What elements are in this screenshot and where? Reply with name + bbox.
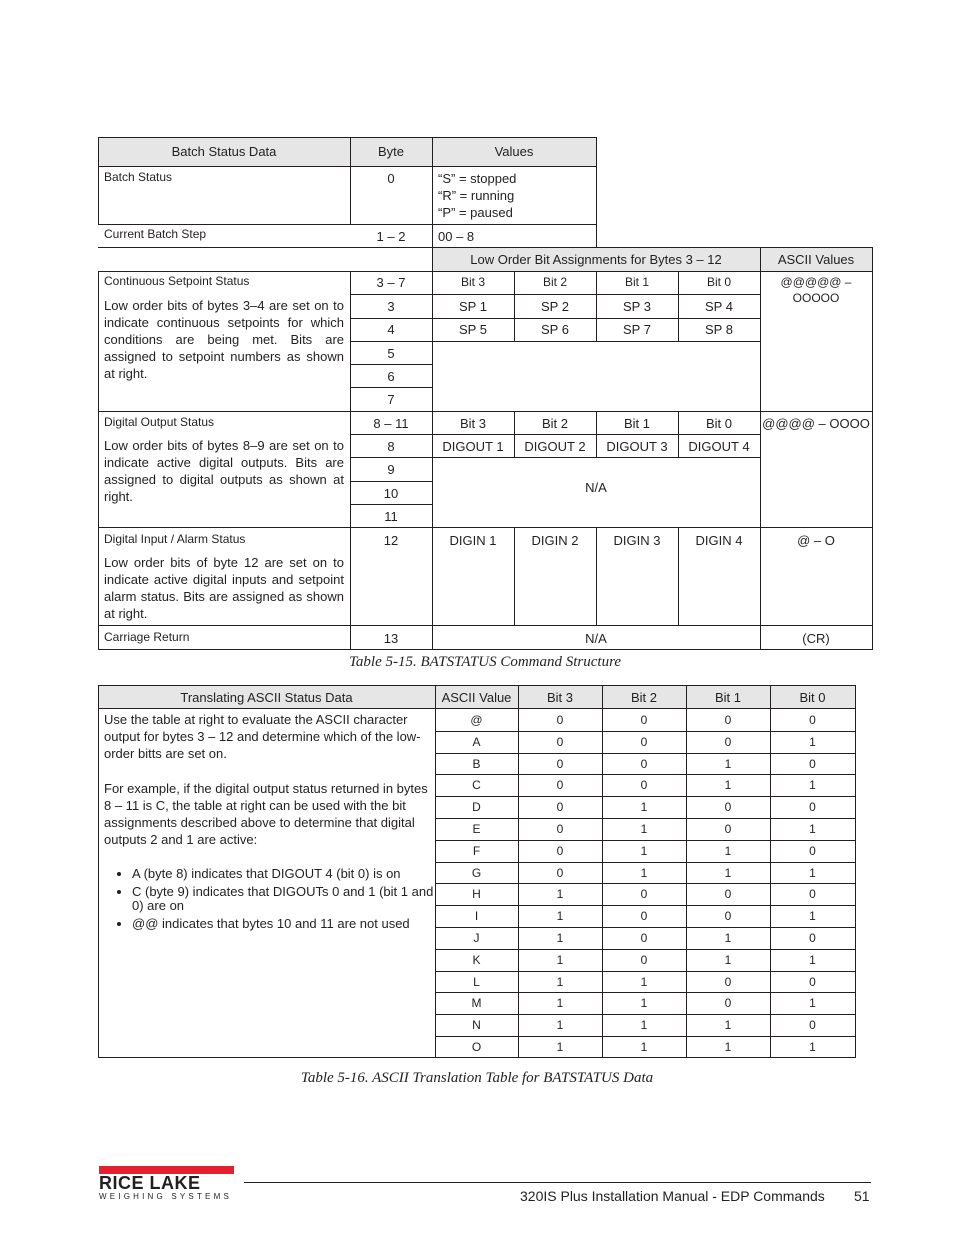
rule [435, 1036, 855, 1037]
setpoint-cell: SP 3 [623, 299, 651, 314]
bit-value-cell: 0 [556, 778, 564, 792]
ascii-char-cell: M [471, 996, 482, 1010]
setpoint-cell: SP 6 [541, 322, 569, 337]
row-label-carriage-return: Carriage Return [104, 630, 190, 644]
bit-value-cell: 0 [809, 757, 816, 771]
bit-label: Bit 1 [623, 416, 650, 431]
value-line: “P” = paused [438, 205, 513, 220]
rule [350, 364, 432, 365]
byte-value: 3 [387, 299, 395, 314]
bit-value-cell: 1 [556, 996, 564, 1010]
list-item: • C (byte 9) indicates that DIGOUTs 0 and 1 (bit 1 and 0) are on [132, 885, 444, 913]
row-label-current-batch-step: Current Batch Step [104, 227, 207, 241]
header-bit-3: Bit 3 [546, 690, 573, 705]
rule [435, 796, 855, 797]
bit-value-cell: 0 [724, 975, 732, 989]
logo-tagline: WEIGHING SYSTEMS [99, 1192, 232, 1201]
ascii-char-cell: D [472, 800, 481, 814]
digout-cell: DIGOUT 1 [442, 439, 504, 454]
header-bit-1: Bit 1 [714, 690, 741, 705]
ascii-char-cell: F [472, 844, 481, 858]
bit-value-cell: 1 [556, 931, 564, 945]
rule [435, 905, 855, 906]
bit-label: Bit 0 [705, 416, 732, 431]
setpoint-cell: SP 2 [541, 299, 569, 314]
bit-value-cell: 0 [809, 887, 816, 901]
table2-caption: Table 5-16. ASCII Translation Table for BATSTATUS Data [300, 1070, 654, 1086]
page-number: 51 [854, 1188, 870, 1204]
rule [98, 271, 872, 272]
bit-value-cell: 1 [809, 822, 816, 836]
rule [350, 341, 760, 342]
bit-value-cell: 1 [640, 866, 648, 880]
bit-label: Bit 2 [542, 275, 567, 289]
ascii-char-cell: N [472, 1018, 481, 1032]
bit-value-cell: 0 [556, 800, 564, 814]
rule [350, 294, 760, 295]
setpoint-cell: SP 5 [459, 322, 487, 337]
bit-value-cell: 1 [640, 822, 648, 836]
bit-value-cell: 1 [724, 1040, 732, 1054]
bit-value-cell: 0 [556, 713, 564, 727]
bit-value-cell: 1 [556, 953, 564, 967]
bit-label: Bit 3 [460, 275, 485, 289]
row-label-digital-input: Digital Input / Alarm Status [104, 532, 246, 546]
rule [98, 625, 872, 626]
setpoint-cell: SP 4 [705, 299, 733, 314]
byte-value: 5 [387, 346, 395, 361]
digin-cell: DIGIN 1 [449, 533, 497, 548]
header-batch-status-data: Batch Status Data [171, 144, 277, 159]
rule [98, 224, 596, 225]
bit-value-cell: 1 [556, 887, 564, 901]
ascii-char-cell: E [472, 822, 481, 836]
digin-cell: DIGIN 3 [613, 533, 661, 548]
byte-range: 8 – 11 [373, 416, 409, 431]
header-ascii-value: ASCII Value [441, 690, 512, 705]
rule [435, 927, 855, 928]
bit-value-cell: 1 [556, 909, 564, 923]
table1-caption: Table 5-15. BATSTATUS Command Structure [348, 654, 622, 670]
bit-value-cell: 0 [724, 909, 732, 923]
bit-value-cell: 1 [724, 778, 732, 792]
rule [435, 731, 855, 732]
row-label-batch-status: Batch Status [104, 170, 173, 184]
ascii-char-cell: C [472, 778, 481, 792]
header-bit-0: Bit 0 [799, 690, 826, 705]
rule [98, 708, 856, 709]
bit-value-cell: 0 [724, 713, 732, 727]
rule [350, 318, 760, 319]
bit-value-cell: 0 [724, 822, 732, 836]
rule [435, 949, 855, 950]
header-ascii-values: ASCII Values [777, 252, 855, 267]
logo-wordmark: RICE LAKE [99, 1173, 201, 1193]
bit-value-cell: 0 [640, 909, 648, 923]
bit-value-cell: 1 [640, 975, 648, 989]
bit-value-cell: 1 [724, 844, 732, 858]
bit-value-cell: 0 [556, 735, 564, 749]
rule [872, 247, 873, 650]
rule [98, 527, 872, 528]
digout-cell: DIGOUT 2 [524, 439, 586, 454]
bit-value-cell: 1 [640, 1040, 648, 1054]
ascii-char-cell: @ [470, 713, 483, 727]
bit-value-cell: 1 [724, 866, 732, 880]
bit-value-cell: 0 [724, 996, 732, 1010]
example-bullet-list [118, 867, 444, 935]
header-bit-2: Bit 2 [630, 690, 657, 705]
bit-value-cell: 0 [640, 887, 648, 901]
header-values: Values [494, 144, 534, 159]
rule [98, 247, 872, 248]
translation-intro: Use the table at right to evaluate the ASCII character output for bytes 3 – 12 and determine which of the low-order bitts are set on. [104, 712, 421, 761]
bit-value-cell: 1 [809, 735, 816, 749]
byte-value: 12 [383, 533, 399, 548]
rule [435, 753, 855, 754]
digout-cell: DIGOUT 4 [688, 439, 750, 454]
bit-value-cell: 1 [724, 953, 732, 967]
rule [350, 434, 760, 435]
bit-label: Bit 0 [706, 275, 731, 289]
bit-value-cell: 1 [640, 996, 648, 1010]
rule [350, 457, 760, 458]
rule [760, 247, 761, 650]
setpoint-cell: SP 1 [459, 299, 487, 314]
byte-value: 8 [387, 439, 395, 454]
setpoint-cell: SP 7 [623, 322, 651, 337]
bit-label: Bit 3 [459, 416, 486, 431]
rule [435, 840, 855, 841]
header-low-order-bits: Low Order Bit Assignments for Bytes 3 – 12 [470, 252, 722, 267]
setpoint-cell: SP 8 [705, 322, 733, 337]
ascii-char-cell: B [472, 757, 481, 771]
byte-value: 6 [387, 369, 395, 384]
byte-value: 13 [383, 631, 399, 646]
bit-value-cell: 1 [724, 1018, 732, 1032]
bit-value-cell: 0 [556, 844, 564, 858]
byte-value: 10 [383, 486, 399, 501]
bit-value-cell: 1 [724, 931, 732, 945]
bit-value-cell: 1 [640, 844, 648, 858]
rule [435, 1014, 855, 1015]
rule [98, 411, 872, 412]
bit-label: Bit 1 [624, 275, 649, 289]
rule [98, 649, 872, 650]
rule [435, 818, 855, 819]
ascii-char-cell: O [471, 1040, 482, 1054]
ascii-char-cell: I [474, 909, 479, 923]
rule [350, 504, 432, 505]
bit-value-cell: 1 [640, 1018, 648, 1032]
byte-value: 4 [387, 322, 395, 337]
bit-value-cell: 1 [809, 996, 816, 1010]
digin-cell: DIGIN 2 [531, 533, 579, 548]
ascii-char-cell: H [472, 887, 481, 901]
value-line: “S” = stopped [438, 171, 517, 186]
bit-value-cell: 0 [640, 735, 648, 749]
rule [435, 971, 855, 972]
bit-value-cell: 1 [640, 800, 648, 814]
rule [435, 992, 855, 993]
rule [435, 862, 855, 863]
ascii-char-cell: K [472, 953, 481, 967]
byte-value: 1 – 2 [376, 229, 406, 244]
bit-value-cell: 0 [640, 778, 648, 792]
rule [98, 271, 99, 650]
list-item: • A (byte 8) indicates that DIGOUT 4 (bit 0) is on [132, 867, 444, 881]
bit-value-cell: 1 [556, 975, 564, 989]
continuous-description: Low order bits of bytes 3–4 are set on to indicate continuous setpoints for which conditions are being met. Bits are assigned to setpoint numbers as shown at right. [104, 298, 344, 381]
bit-value-cell: 0 [556, 757, 564, 771]
byte-value: 9 [387, 462, 395, 477]
bit-value-cell: 1 [556, 1018, 564, 1032]
bit-value-cell: 0 [809, 931, 816, 945]
na-cell: N/A [585, 480, 607, 495]
footer-doc-title: 320IS Plus Installation Manual - EDP Commands [520, 1188, 825, 1204]
bit-value-cell: 0 [724, 735, 732, 749]
rule [432, 137, 433, 650]
value-line: 00 – 8 [438, 229, 475, 244]
digital-input-description: Low order bits of byte 12 are set on to indicate active digital inputs and setpoint alarm status. Bits are assigned as shown at right. [104, 555, 344, 621]
na-cell: N/A [585, 631, 607, 646]
bit-value-cell: 0 [809, 1018, 816, 1032]
bit-value-cell: 0 [809, 713, 816, 727]
bit-value-cell: 0 [640, 953, 648, 967]
rule [435, 774, 855, 775]
rule [350, 481, 432, 482]
rule [435, 883, 855, 884]
ascii-range: @ – O [797, 533, 835, 548]
bit-label: Bit 2 [541, 416, 568, 431]
bit-value-cell: 1 [556, 1040, 564, 1054]
ascii-char-cell: A [472, 735, 481, 749]
rule [98, 685, 856, 686]
bit-value-cell: 1 [809, 953, 816, 967]
ascii-range: @@@@ – OOOO [762, 416, 870, 431]
rule [98, 137, 596, 138]
bit-value-cell: 0 [724, 887, 732, 901]
rule [350, 387, 432, 388]
bit-value-cell: 0 [809, 975, 816, 989]
bit-value-cell: 0 [640, 713, 648, 727]
digout-cell: DIGOUT 3 [606, 439, 668, 454]
bit-value-cell: 0 [556, 822, 564, 836]
digin-cell: DIGIN 4 [695, 533, 743, 548]
bit-value-cell: 1 [809, 866, 816, 880]
byte-value: 0 [387, 171, 395, 186]
ascii-char-cell: L [473, 975, 480, 989]
bit-value-cell: 0 [640, 757, 648, 771]
header-translating: Translating ASCII Status Data [180, 690, 353, 705]
row-label-continuous-setpoint: Continuous Setpoint Status [104, 274, 250, 288]
bit-value-cell: 1 [724, 757, 732, 771]
bit-value-cell: 1 [809, 909, 816, 923]
value-line: “R” = running [438, 188, 515, 203]
bit-value-cell: 0 [556, 866, 564, 880]
translation-example: For example, if the digital output status returned in bytes 8 – 11 is C, the table at right can be used with the bit assignments described above to determine that digital outputs 2 and 1 are active: [104, 781, 428, 847]
byte-value: 11 [384, 509, 398, 524]
ascii-char-cell: G [471, 866, 482, 880]
rule [855, 685, 856, 1058]
byte-range: 3 – 7 [376, 275, 406, 290]
footer-rule [244, 1182, 871, 1183]
rule [98, 1057, 856, 1058]
byte-value: 7 [387, 392, 395, 407]
ascii-cr: (CR) [802, 631, 830, 646]
list-item: • @@ indicates that bytes 10 and 11 are not used [132, 917, 444, 931]
bit-value-cell: 1 [809, 1040, 816, 1054]
bit-value-cell: 0 [809, 844, 816, 858]
row-label-digital-output: Digital Output Status [104, 415, 215, 429]
rule [98, 166, 596, 167]
ascii-char-cell: J [473, 931, 480, 945]
bit-value-cell: 0 [809, 800, 816, 814]
bit-value-cell: 0 [724, 800, 732, 814]
bit-value-cell: 1 [809, 778, 816, 792]
header-byte: Byte [377, 144, 404, 159]
rule [596, 137, 597, 248]
ascii-range: @@@@@ – OOOOO [780, 275, 852, 305]
digital-output-description: Low order bits of bytes 8–9 are set on to indicate active digital outputs. Bits are assigned to digital outputs as shown at right. [104, 438, 344, 504]
bit-value-cell: 0 [640, 931, 648, 945]
rule [98, 685, 99, 1058]
